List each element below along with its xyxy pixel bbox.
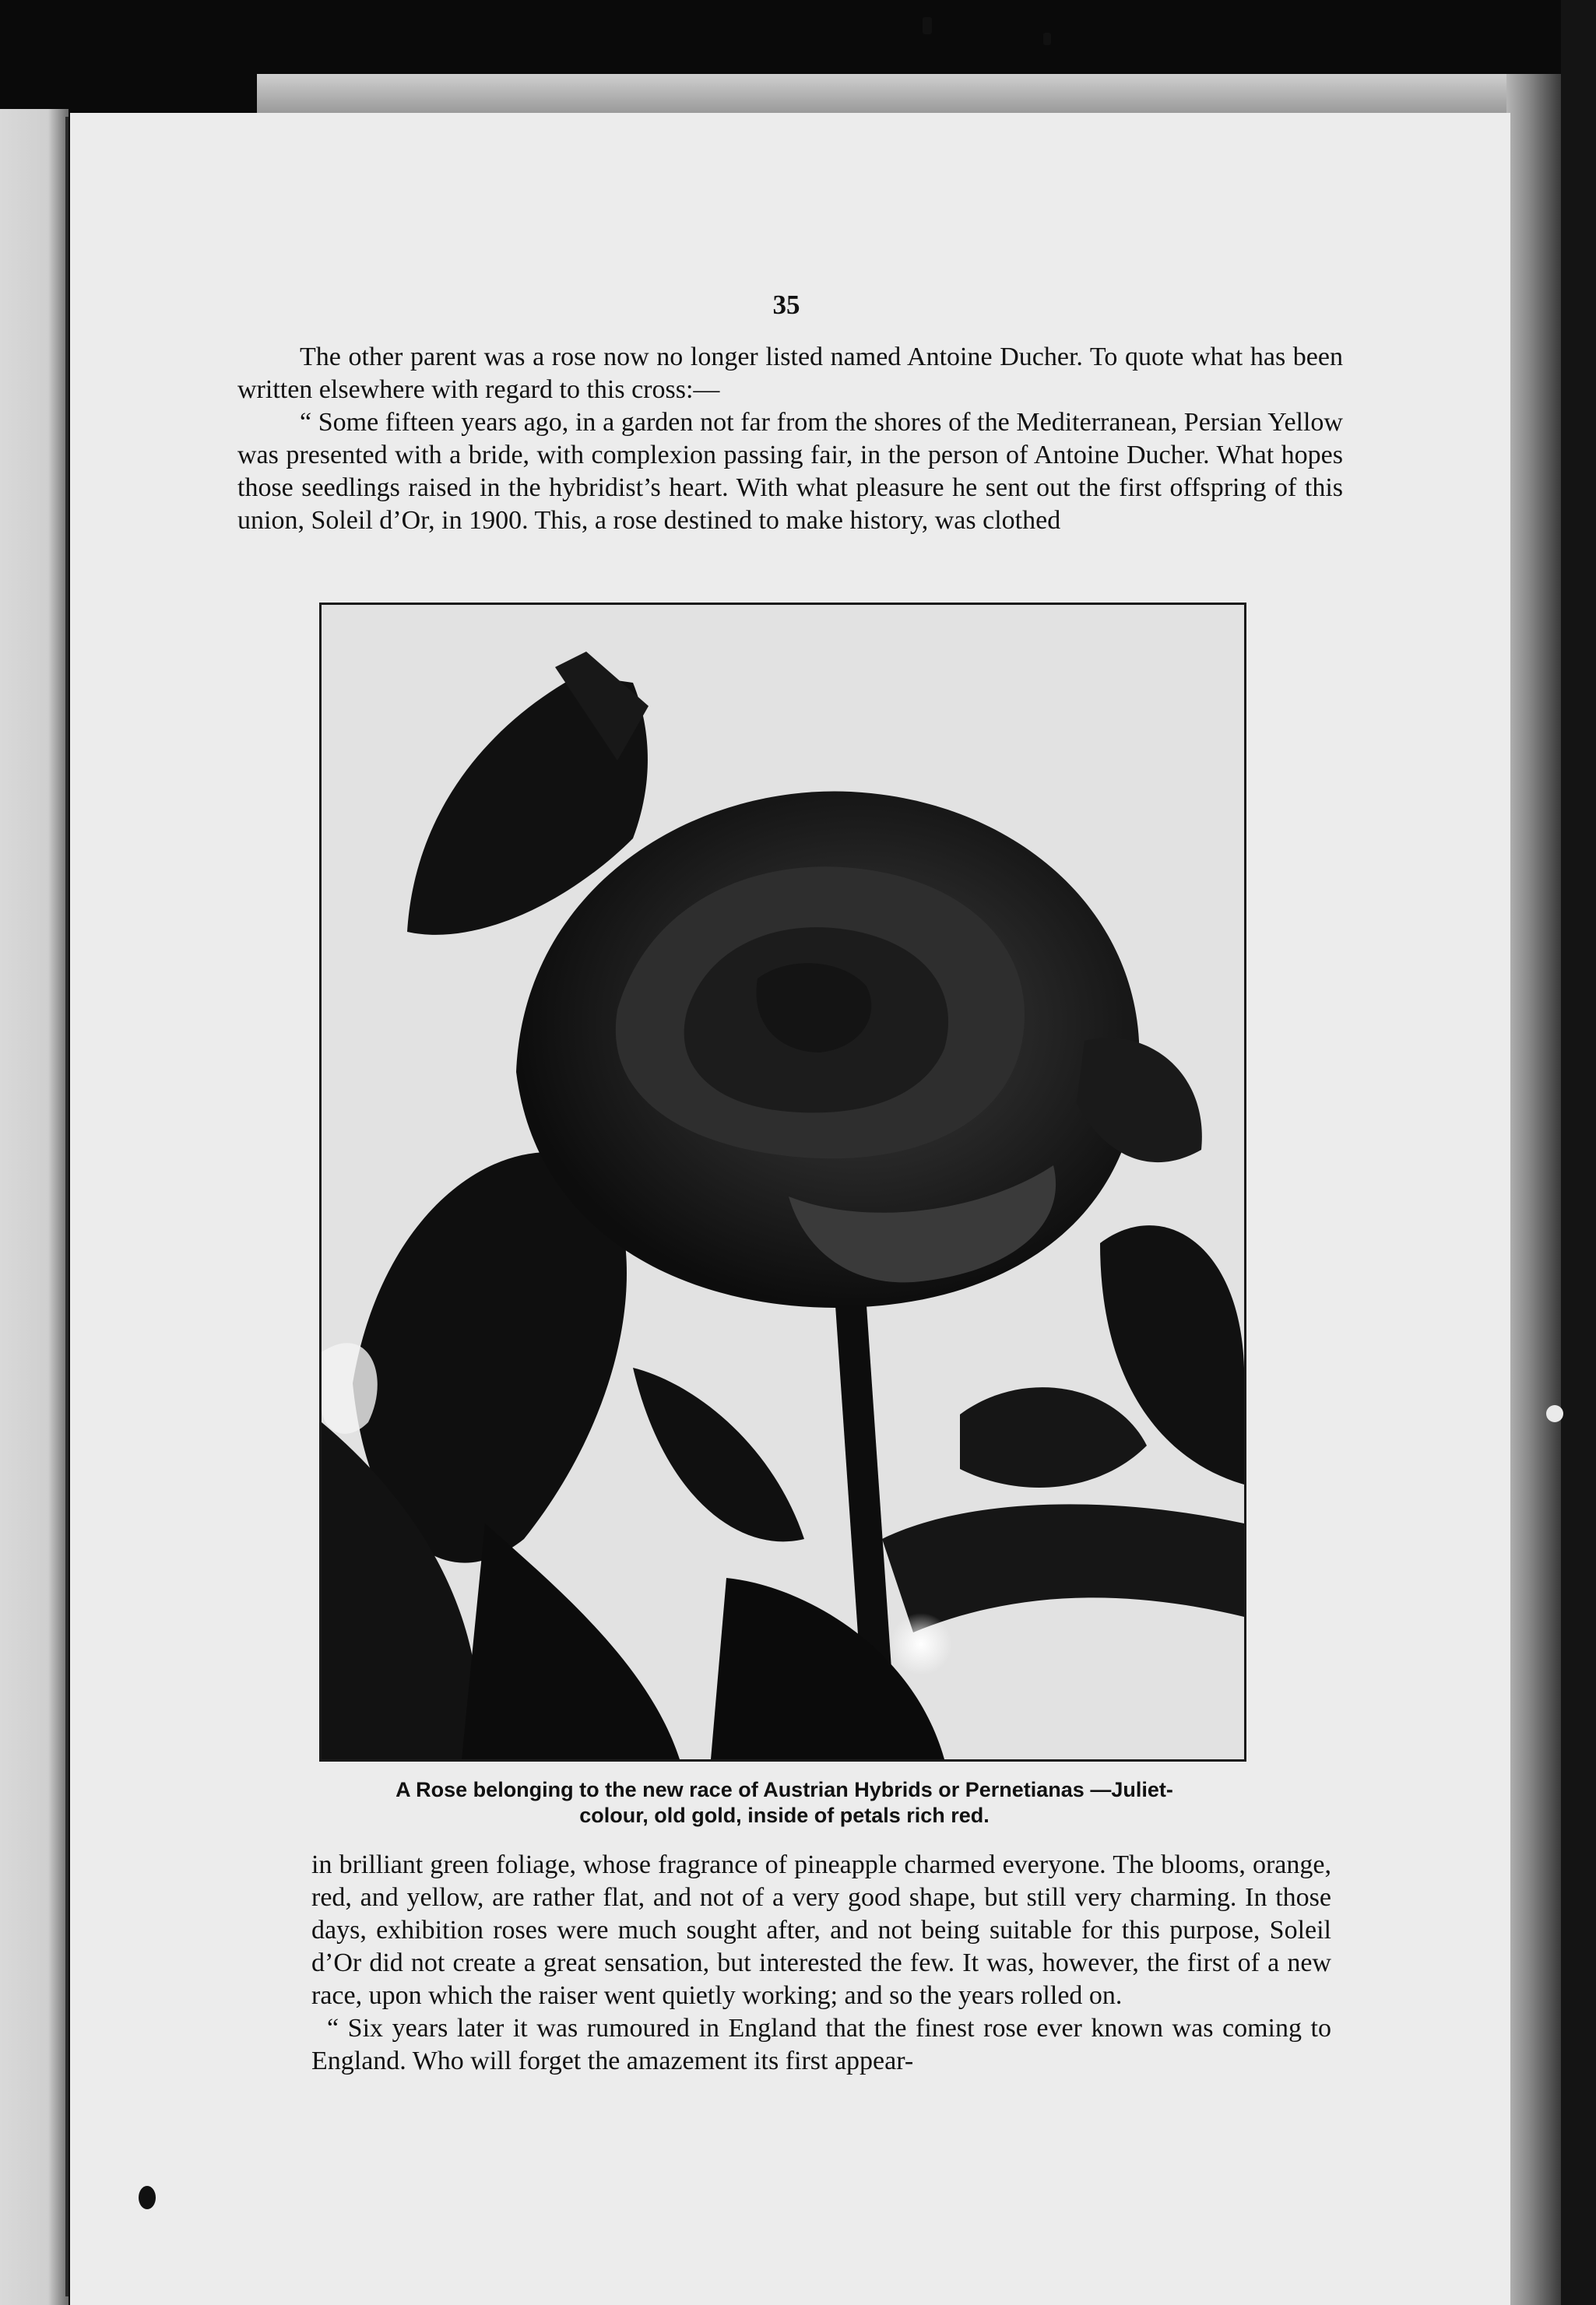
paragraph: The other parent was a rose now no longer listed named Antoine Ducher. To quote what has been written elsewhere with regard to this cross:— <box>237 343 1343 404</box>
caption-line-2: colour, old gold, inside of petals rich red. <box>579 1804 990 1827</box>
body-text-bottom <box>311 1849 1331 2078</box>
left-page-gutter <box>65 117 69 2296</box>
paragraph: in brilliant green foliage, whose fragrance of pineapple charmed everyone. The blooms, orange, red, and yellow, are rather flat, and not of a very good shape, but still very charming. In those days, exhibition roses were much sought after, and not being suitable for this purpose, Soleil d’Or did not create a great sensation, but interested the few. It was, however, the first of a new race, upon which the raiser went quietly working; and so the years rolled on. <box>311 1850 1331 2010</box>
rose-photograph <box>319 603 1246 1762</box>
ink-speck <box>1546 1405 1563 1422</box>
book-cover-right <box>1506 74 1561 2305</box>
page-number: 35 <box>772 290 800 320</box>
rose-image <box>322 605 1244 1759</box>
figure-caption <box>327 1777 1242 1829</box>
body-text-top <box>237 341 1343 537</box>
scan-background <box>1561 0 1596 2305</box>
book-cover-top <box>257 74 1553 113</box>
ink-speck <box>1043 33 1051 45</box>
paragraph: “ Six years later it was rumoured in England that the finest rose ever known was coming to England. Who will forget the amazement its first appear- <box>311 2014 1331 2075</box>
caption-line-1: A Rose belonging to the new race of Austrian Hybrids or Pernetianas —Juliet- <box>395 1778 1173 1801</box>
ink-speck <box>923 17 932 34</box>
paragraph: “ Some fifteen years ago, in a garden not far from the shores of the Mediterranean, Persian Yellow was presented with a bride, with complexion passing fair, in the person of Antoine Ducher. What hopes those seedlings raised in the hybridist’s heart. With what pleasure he sent out the first offspring of this union, Soleil d’Or, in 1900. This, a rose destined to make history, was clothed <box>237 408 1343 535</box>
ink-speck <box>139 2186 156 2209</box>
left-page-edge <box>0 109 69 2305</box>
